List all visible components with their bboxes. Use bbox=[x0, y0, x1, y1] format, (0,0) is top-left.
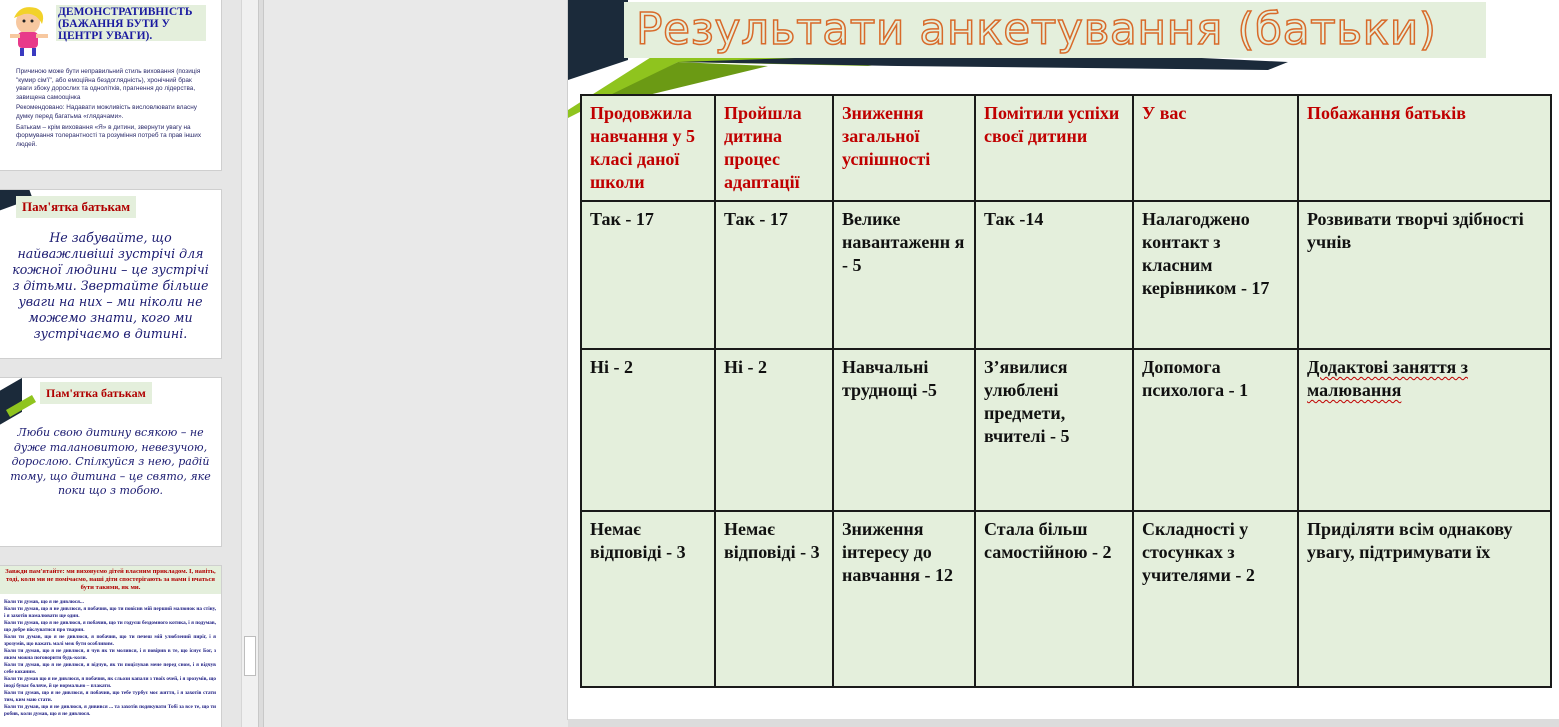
thumbnail-4-line: Коли ти думав, що я не дивлюся, я побачив, що ти годуєш бездомного котика, і я подумав, що добре піклуватися про тварин. bbox=[4, 620, 216, 633]
table-header-cell[interactable]: Помітили успіхи своєї дитини bbox=[975, 95, 1133, 201]
table-cell[interactable]: Так -14 bbox=[975, 201, 1133, 349]
thumbnail-4-line: Коли ти думав, що я не дивлюся, я дивився ... та захотів подякувати Тобі за все те, що ти робив, коли думав, що я не дивлюся. bbox=[4, 704, 216, 717]
slide-edge-shadow bbox=[568, 719, 1559, 727]
table-cell[interactable]: Так - 17 bbox=[581, 201, 715, 349]
table-cell[interactable]: Розвивати творчі здібності учнів bbox=[1298, 201, 1551, 349]
table-header-cell[interactable]: У вас bbox=[1133, 95, 1298, 201]
table-cell[interactable]: Приділяти всім однакову увагу, підтримувати їх bbox=[1298, 511, 1551, 687]
thumbnail-2-title: Пам'ятка батькам bbox=[16, 196, 136, 218]
table-header-cell[interactable]: Побажання батьків bbox=[1298, 95, 1551, 201]
table-row bbox=[581, 349, 1551, 511]
table-cell[interactable] bbox=[1298, 349, 1551, 511]
table-header-row bbox=[581, 95, 1551, 201]
slide-thumbnail-3[interactable] bbox=[0, 378, 221, 546]
thumbnail-4-body bbox=[4, 599, 216, 718]
slide-thumbnail-pane bbox=[0, 0, 258, 727]
thumbnail-1-paragraph: Батькам – крім виховання «Я» в дитини, звернути увагу на формування толерантності та розуміння потреб та прав інших людей. bbox=[16, 123, 202, 148]
slide-thumbnail-1[interactable] bbox=[0, 0, 221, 170]
thumbnail-1-paragraph: Рекомендовано: Надавати можливість висловлювати власну думку перед багатьма «глядачами». bbox=[16, 104, 197, 120]
thumbnail-1-title: ДЕМОНСТРАТИВНІСТЬ (БАЖАННЯ БУТИ У ЦЕНТРІ УВАГИ). bbox=[56, 5, 206, 41]
thumbnail-1-paragraph: Причиною може бути неправильний стиль виховання (позиція "кумир сім'ї", або емоційна бездоглядність), хронічний брак уваги збоку дорослих та однолітків, прагнення до лідерства, завищена самооцінка bbox=[16, 68, 201, 101]
table-cell[interactable]: Допомога психолога - 1 bbox=[1133, 349, 1298, 511]
slide-thumbnail-4[interactable] bbox=[0, 566, 221, 727]
pane-splitter[interactable] bbox=[258, 0, 264, 727]
thumbnail-4-line: Коли ти думав, що я не дивлюся, я побачив, що ти печеш мій улюблений пиріг, і я зрозумів, що важать малі меж бути особливим. bbox=[4, 634, 216, 647]
table-cell[interactable]: Немає відповіді - 3 bbox=[581, 511, 715, 687]
table-row bbox=[581, 511, 1551, 687]
table-cell[interactable]: Так - 17 bbox=[715, 201, 833, 349]
scrollbar-thumb[interactable] bbox=[244, 636, 256, 676]
table-header-cell[interactable]: Продовжила навчання у 5 класі даної школи bbox=[581, 95, 715, 201]
spellcheck-text: Додактові заняття з малювання bbox=[1307, 357, 1468, 400]
thumbnail-3-text: Люби свою дитину всякою – не дуже талановитою, невезучою, дорослою. Спілкуйся з нею, радій тому, що дитина – це свято, яке поки що з тобою. bbox=[10, 426, 211, 497]
thumbnail-4-line: Коли ти думав, що я не дивлюся... bbox=[4, 599, 84, 605]
thumbnail-pane-scrollbar[interactable] bbox=[241, 0, 258, 727]
thumbnail-4-heading: Завжди пам'ятайте: ми виховуємо дітей власним прикладом. І, навіть, тоді, коли ми не помічаємо, наші діти спостерігають за нами і вчаться бути такими, як ми. bbox=[0, 566, 221, 594]
table-cell[interactable]: Ні - 2 bbox=[581, 349, 715, 511]
thumbnail-2-text: Не забувайте, що найважливіші зустрічі для кожної людини – це зустрічі з дітьми. Звертайте більше уваги на них – ми ніколи не можемо знати, кого ми зустрічаємо в дитині. bbox=[12, 230, 209, 341]
thumbnail-4-line: Коли ти думав, що я не дивлюся, я побачив, що ти повісив мій перший малюнок на стіну, і я захотів намалювати ще один. bbox=[4, 606, 216, 619]
thumbnail-1-body bbox=[16, 68, 208, 151]
table-cell[interactable]: Ні - 2 bbox=[715, 349, 833, 511]
table-cell[interactable]: Стала більш самостійною - 2 bbox=[975, 511, 1133, 687]
table-cell[interactable]: Навчальні труднощі -5 bbox=[833, 349, 975, 511]
thumbnail-4-line: Коли ти думав, що я не дивлюся, я чув як ти молився, і я повірив в те, що існує Бог, з яким можна поговорити будь-коли. bbox=[4, 648, 216, 661]
table-header-cell[interactable]: Пройшла дитина процес адаптації bbox=[715, 95, 833, 201]
slide-thumbnail-2[interactable] bbox=[0, 190, 221, 358]
slide-canvas[interactable] bbox=[568, 0, 1559, 719]
table-cell[interactable]: З’явилися улюблені предмети, вчителі - 5 bbox=[975, 349, 1133, 511]
thumbnail-4-line: Коли ти думав, що я не дивлюся, я відчув, як ти поцілував мене перед сном, і я відчув себе коханим. bbox=[4, 662, 216, 675]
table-cell[interactable]: Налагоджено контакт з класним керівником - 17 bbox=[1133, 201, 1298, 349]
thumbnail-4-line: Коли ти думав, що я не дивлюся, я побачив, що тебе турбує моє життя, і я захотів стати тим, ким маю стати. bbox=[4, 690, 216, 703]
slide-title[interactable]: Результати анкетування (батьки) bbox=[624, 2, 1486, 58]
cartoon-girl-icon bbox=[2, 2, 58, 58]
table-cell[interactable]: Зниження інтересу до навчання - 12 bbox=[833, 511, 975, 687]
survey-results-table[interactable] bbox=[580, 94, 1552, 688]
table-cell[interactable]: Немає відповіді - 3 bbox=[715, 511, 833, 687]
table-cell[interactable]: Велике навантаженн я - 5 bbox=[833, 201, 975, 349]
table-header-cell[interactable]: Зниження загальної успішності bbox=[833, 95, 975, 201]
thumbnail-3-title: Пам'ятка батькам bbox=[40, 382, 152, 404]
table-cell[interactable]: Складності у стосунках з учителями - 2 bbox=[1133, 511, 1298, 687]
thumbnail-4-line: Коли ти думав що я не дивлюся, я побачив, як сльози капали з твоїх очей, і я зрозумів, що іноді буває боляче, й це нормально – плакати. bbox=[4, 676, 216, 689]
table-row bbox=[581, 201, 1551, 349]
